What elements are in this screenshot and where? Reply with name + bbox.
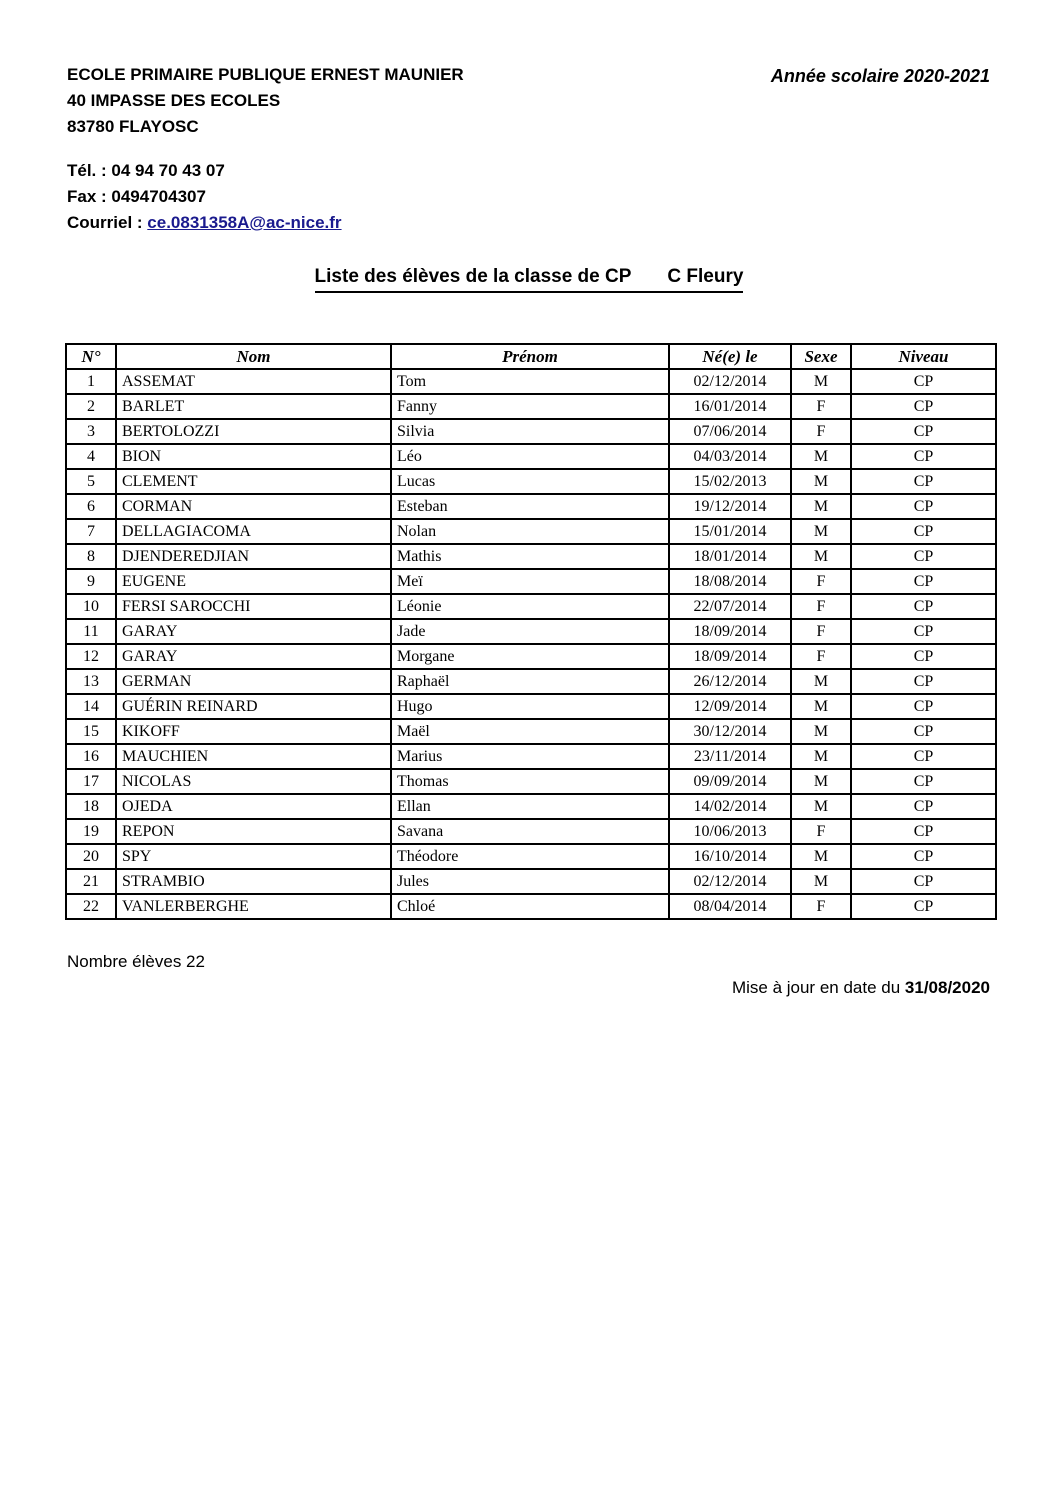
- table-cell: 26/12/2014: [669, 669, 791, 694]
- table-cell: 19: [66, 819, 116, 844]
- updated-line: [732, 978, 990, 998]
- table-cell: EUGENE: [116, 569, 391, 594]
- table-row: [66, 619, 996, 644]
- table-cell: Raphaël: [391, 669, 669, 694]
- table-cell: 5: [66, 469, 116, 494]
- table-cell: 2: [66, 394, 116, 419]
- table-cell: 14/02/2014: [669, 794, 791, 819]
- table-cell: CP: [851, 694, 996, 719]
- table-row: [66, 819, 996, 844]
- table-cell: CP: [851, 744, 996, 769]
- table-cell: M: [791, 694, 851, 719]
- school-year-label: Année scolaire 2020-2021: [770, 66, 990, 86]
- table-cell: REPON: [116, 819, 391, 844]
- table-cell: 17: [66, 769, 116, 794]
- table-cell: M: [791, 769, 851, 794]
- table-row: [66, 519, 996, 544]
- table-cell: CP: [851, 844, 996, 869]
- table-cell: CP: [851, 894, 996, 919]
- table-cell: 9: [66, 569, 116, 594]
- table-cell: 07/06/2014: [669, 419, 791, 444]
- table-cell: Marius: [391, 744, 669, 769]
- table-cell: F: [791, 569, 851, 594]
- table-row: [66, 894, 996, 919]
- table-cell: CP: [851, 619, 996, 644]
- table-cell: MAUCHIEN: [116, 744, 391, 769]
- table-cell: 18/08/2014: [669, 569, 791, 594]
- col-header-niveau: Niveau: [851, 344, 996, 369]
- table-cell: STRAMBIO: [116, 869, 391, 894]
- col-header-prenom: Prénom: [391, 344, 669, 369]
- table-cell: M: [791, 494, 851, 519]
- table-cell: 6: [66, 494, 116, 519]
- table-cell: F: [791, 644, 851, 669]
- table-cell: 12/09/2014: [669, 694, 791, 719]
- table-cell: CP: [851, 819, 996, 844]
- table-cell: M: [791, 519, 851, 544]
- table-cell: M: [791, 744, 851, 769]
- table-cell: 23/11/2014: [669, 744, 791, 769]
- table-cell: VANLERBERGHE: [116, 894, 391, 919]
- table-row: [66, 394, 996, 419]
- table-cell: SPY: [116, 844, 391, 869]
- table-cell: 19/12/2014: [669, 494, 791, 519]
- table-cell: 08/04/2014: [669, 894, 791, 919]
- table-cell: 1: [66, 369, 116, 394]
- col-header-numero: N°: [66, 344, 116, 369]
- table-cell: GERMAN: [116, 669, 391, 694]
- table-cell: Léonie: [391, 594, 669, 619]
- table-cell: M: [791, 444, 851, 469]
- table-cell: CLEMENT: [116, 469, 391, 494]
- table-cell: 13: [66, 669, 116, 694]
- table-row: [66, 719, 996, 744]
- table-cell: M: [791, 794, 851, 819]
- table-cell: 20: [66, 844, 116, 869]
- table-cell: GUÉRIN REINARD: [116, 694, 391, 719]
- table-cell: M: [791, 369, 851, 394]
- table-cell: 15: [66, 719, 116, 744]
- table-cell: CORMAN: [116, 494, 391, 519]
- table-cell: Jade: [391, 619, 669, 644]
- table-cell: Meï: [391, 569, 669, 594]
- table-row: [66, 469, 996, 494]
- table-cell: 16/10/2014: [669, 844, 791, 869]
- table-cell: 02/12/2014: [669, 869, 791, 894]
- school-address-line1: 40 IMPASSE DES ECOLES: [67, 91, 281, 110]
- table-cell: 16: [66, 744, 116, 769]
- student-table: [65, 343, 997, 920]
- fax-line: Fax : 0494704307: [67, 187, 206, 206]
- page-title-main: Liste des élèves de la classe de CP: [314, 266, 632, 287]
- table-cell: CP: [851, 719, 996, 744]
- school-address-block: [67, 62, 464, 140]
- table-cell: CP: [851, 444, 996, 469]
- col-header-nom: Nom: [116, 344, 391, 369]
- table-cell: GARAY: [116, 619, 391, 644]
- table-cell: 22: [66, 894, 116, 919]
- table-cell: Mathis: [391, 544, 669, 569]
- table-cell: CP: [851, 594, 996, 619]
- table-cell: Fanny: [391, 394, 669, 419]
- table-cell: M: [791, 544, 851, 569]
- table-cell: CP: [851, 419, 996, 444]
- table-cell: 21: [66, 869, 116, 894]
- table-cell: 10: [66, 594, 116, 619]
- table-cell: Chloé: [391, 894, 669, 919]
- table-row: [66, 844, 996, 869]
- table-cell: CP: [851, 644, 996, 669]
- table-cell: Morgane: [391, 644, 669, 669]
- table-cell: CP: [851, 469, 996, 494]
- table-cell: 4: [66, 444, 116, 469]
- table-cell: 09/09/2014: [669, 769, 791, 794]
- page-title-teacher: C Fleury: [667, 266, 744, 287]
- table-cell: 22/07/2014: [669, 594, 791, 619]
- email-link[interactable]: ce.0831358A@ac-nice.fr: [147, 213, 342, 232]
- table-cell: 8: [66, 544, 116, 569]
- table-cell: Léo: [391, 444, 669, 469]
- table-cell: 15/01/2014: [669, 519, 791, 544]
- table-cell: 11: [66, 619, 116, 644]
- school-name: ECOLE PRIMAIRE PUBLIQUE ERNEST MAUNIER: [67, 65, 464, 84]
- table-cell: CP: [851, 769, 996, 794]
- table-cell: F: [791, 819, 851, 844]
- col-header-ne-le: Né(e) le: [669, 344, 791, 369]
- table-cell: NICOLAS: [116, 769, 391, 794]
- title-row: [0, 266, 1058, 293]
- table-cell: 18/01/2014: [669, 544, 791, 569]
- table-cell: ASSEMAT: [116, 369, 391, 394]
- table-cell: 04/03/2014: [669, 444, 791, 469]
- table-row: [66, 794, 996, 819]
- email-line: [67, 210, 342, 236]
- contact-block: [67, 158, 342, 236]
- table-row: [66, 744, 996, 769]
- table-cell: F: [791, 394, 851, 419]
- table-cell: 14: [66, 694, 116, 719]
- table-cell: FERSI SAROCCHI: [116, 594, 391, 619]
- table-cell: 3: [66, 419, 116, 444]
- table-row: [66, 544, 996, 569]
- table-cell: 18: [66, 794, 116, 819]
- table-row: [66, 769, 996, 794]
- email-label: Courriel :: [67, 213, 148, 232]
- table-cell: M: [791, 469, 851, 494]
- table-header-row: [66, 344, 996, 369]
- table-cell: F: [791, 894, 851, 919]
- col-header-sexe: Sexe: [791, 344, 851, 369]
- table-cell: Tom: [391, 369, 669, 394]
- table-row: [66, 669, 996, 694]
- table-cell: CP: [851, 394, 996, 419]
- table-cell: F: [791, 594, 851, 619]
- table-cell: F: [791, 419, 851, 444]
- school-address-line2: 83780 FLAYOSC: [67, 117, 199, 136]
- table-cell: Nolan: [391, 519, 669, 544]
- table-cell: GARAY: [116, 644, 391, 669]
- table-cell: CP: [851, 794, 996, 819]
- table-row: [66, 419, 996, 444]
- table-cell: CP: [851, 869, 996, 894]
- table-row: [66, 869, 996, 894]
- table-cell: CP: [851, 669, 996, 694]
- student-table-body: [66, 369, 996, 919]
- table-cell: CP: [851, 519, 996, 544]
- updated-date: 31/08/2020: [904, 978, 990, 997]
- table-row: [66, 444, 996, 469]
- table-row: [66, 694, 996, 719]
- table-cell: BION: [116, 444, 391, 469]
- table-cell: 02/12/2014: [669, 369, 791, 394]
- table-cell: 18/09/2014: [669, 619, 791, 644]
- table-row: [66, 644, 996, 669]
- table-cell: Esteban: [391, 494, 669, 519]
- table-cell: 15/02/2013: [669, 469, 791, 494]
- table-cell: F: [791, 619, 851, 644]
- table-cell: DELLAGIACOMA: [116, 519, 391, 544]
- student-table-wrap: [65, 343, 997, 920]
- table-cell: 7: [66, 519, 116, 544]
- table-cell: CP: [851, 494, 996, 519]
- table-cell: BERTOLOZZI: [116, 419, 391, 444]
- table-cell: 12: [66, 644, 116, 669]
- phone-line: Tél. : 04 94 70 43 07: [67, 161, 225, 180]
- table-cell: OJEDA: [116, 794, 391, 819]
- table-cell: CP: [851, 544, 996, 569]
- table-cell: 18/09/2014: [669, 644, 791, 669]
- table-cell: 10/06/2013: [669, 819, 791, 844]
- table-cell: CP: [851, 369, 996, 394]
- table-cell: M: [791, 869, 851, 894]
- table-cell: BARLET: [116, 394, 391, 419]
- table-cell: Savana: [391, 819, 669, 844]
- table-cell: Ellan: [391, 794, 669, 819]
- table-row: [66, 569, 996, 594]
- table-cell: Lucas: [391, 469, 669, 494]
- table-cell: Thomas: [391, 769, 669, 794]
- table-row: [66, 369, 996, 394]
- table-row: [66, 594, 996, 619]
- table-cell: 30/12/2014: [669, 719, 791, 744]
- table-cell: DJENDEREDJIAN: [116, 544, 391, 569]
- page-title: [315, 266, 744, 293]
- table-cell: KIKOFF: [116, 719, 391, 744]
- table-cell: Jules: [391, 869, 669, 894]
- table-cell: M: [791, 844, 851, 869]
- table-cell: Hugo: [391, 694, 669, 719]
- updated-label: Mise à jour en date du: [731, 978, 905, 997]
- table-cell: M: [791, 719, 851, 744]
- table-cell: 16/01/2014: [669, 394, 791, 419]
- table-row: [66, 494, 996, 519]
- student-count: Nombre élèves 22: [67, 952, 205, 971]
- table-cell: M: [791, 669, 851, 694]
- table-cell: CP: [851, 569, 996, 594]
- table-cell: Silvia: [391, 419, 669, 444]
- table-cell: Théodore: [391, 844, 669, 869]
- table-cell: Maël: [391, 719, 669, 744]
